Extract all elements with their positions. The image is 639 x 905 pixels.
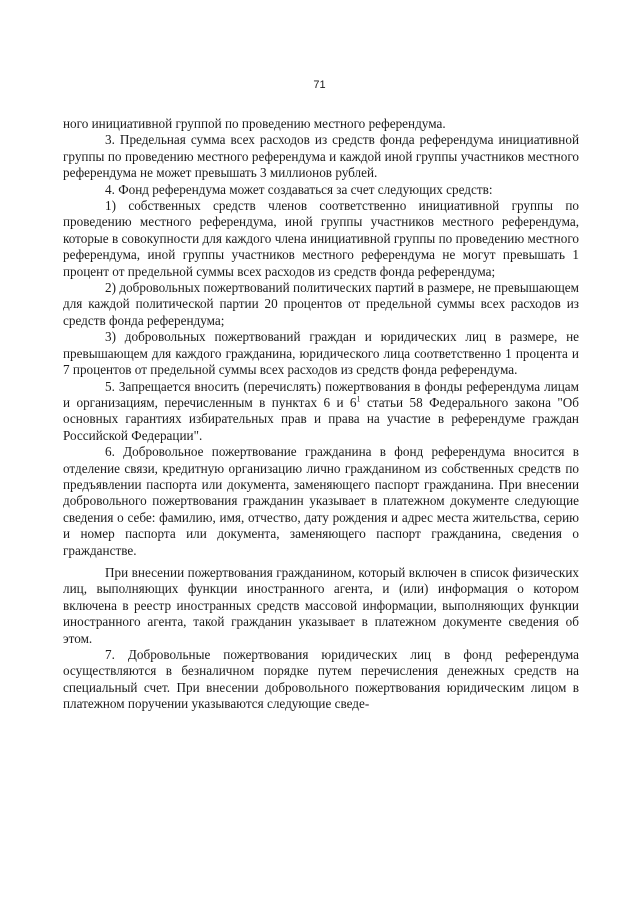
page-number: 71	[313, 79, 326, 91]
paragraph-foreign-agent: При внесении пожертвования гражданином, который включен в список физических лиц, выполняющих функции иностранного агента, и (или) информация о котором включена в реестр иностранных средств массовой информации, выполняющих функции иностранного агента, такой гражданин указывает в платежном документе сведения об этом.	[63, 564, 579, 646]
paragraph-item-7: 7. Добровольные пожертвования юридических лиц в фонд референдума осуществляются в безналичном порядке путем перечисления денежных средств на специальный счет. При внесении добровольного пожертвования юридическим лицом в платежном поручении указываются следующие сведе-	[63, 647, 579, 712]
paragraph-item-5-text-end: статьи 58 Федерального закона "Об основных гарантиях избирательных прав и права на участие в референдуме граждан Российской Федерации".	[63, 394, 579, 443]
paragraph-item-5	[63, 379, 579, 445]
paragraph-item-5-superscript: 1	[356, 394, 361, 404]
paragraph-subitem-3: 3) добровольных пожертвований граждан и юридических лиц в размере, не превышающем для каждого гражданина, юридического лица соответственно 1 процента и 7 процентов от предельной суммы всех расходов из средств фонда референдума.	[63, 329, 579, 378]
paragraph-subitem-2: 2) добровольных пожертвований политических партий в размере, не превышающем для каждой политической партии 20 процентов от предельной суммы всех расходов из средств фонда референдума;	[63, 280, 579, 328]
paragraph-subitem-1: 1) собственных средств членов соответственно инициативной группы по проведению местного референдума, иной группы участников местного референдума, которые в совокупности для каждого члена инициативной группы по проведению местного референдума, иной группы участников местного референдума не могут превышать 1 процент от предельной суммы всех расходов из средств фонда референдума;	[63, 198, 579, 279]
paragraph-item-3: 3. Предельная сумма всех расходов из средств фонда референдума инициативной группы по проведению местного референдума и каждой иной группы участников местного референдума не может превышать 3 миллионов рублей.	[63, 132, 579, 181]
document-body	[63, 116, 579, 713]
paragraph-item-6: 6. Добровольное пожертвование гражданина в фонд референдума вносится в отделение связи, кредитную организацию лично гражданином из собственных средств по предъявлении паспорта или документа, заменяющего паспорт гражданина. При внесении добровольного пожертвования гражданин указывает в платежном документе следующие сведения о себе: фамилию, имя, отчество, дату рождения и адрес места жительства, серию и номер паспорта или документа, заменяющего паспорт гражданина, сведения о гражданстве.	[63, 444, 579, 558]
paragraph-item-5-text-start: 5. Запрещается вносить (перечислять) пожертвования в фонды референдума лицам и организациям, перечисленным в пунктах 6 и 6	[63, 378, 579, 410]
paragraph-item-4: 4. Фонд референдума может создаваться за счет следующих средств:	[105, 181, 493, 197]
paragraph-continuation: ного инициативной группой по проведению местного референдума.	[63, 116, 446, 131]
